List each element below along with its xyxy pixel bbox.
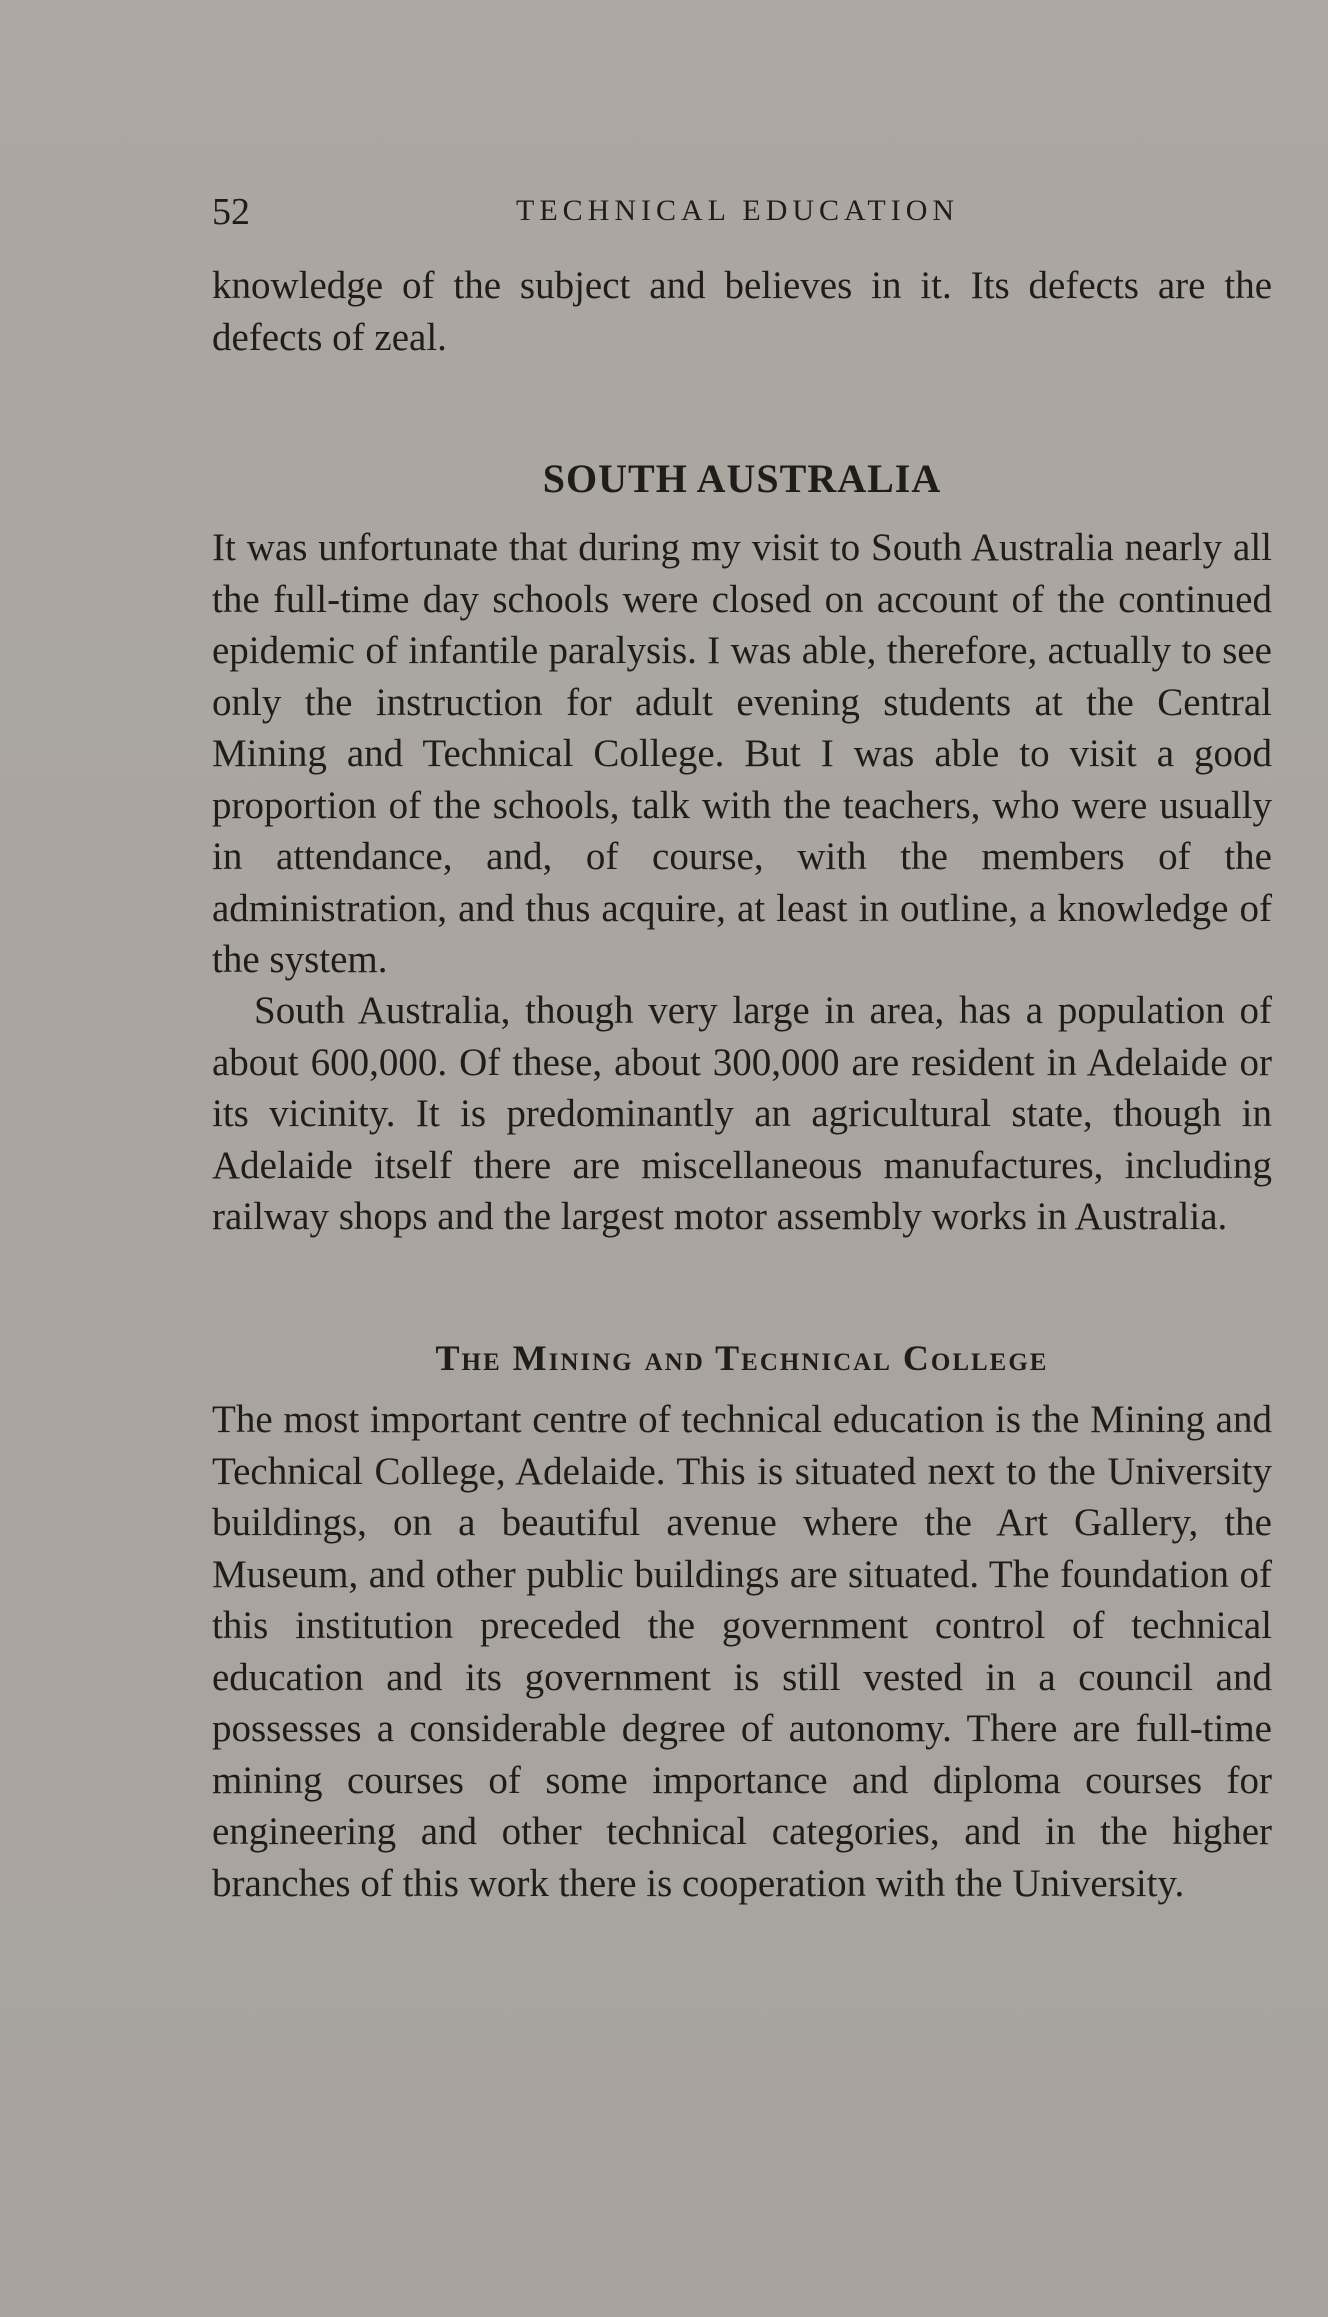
subsection-heading: The Mining and Technical College [435,1338,1049,1378]
page-number: 52 [212,191,250,233]
running-head [212,190,1272,234]
section-paragraph-2: South Australia, though very large in area, has a population of about 600,000. Of these, about 300,000 are resident in Adelaide or its vicinity. It is predominantly an agricultural state, though in Adelaide itself there are miscellaneous manufactures, including railway shops and the largest motor assembly works in Australia. [212,989,1272,1238]
section-paragraph-1: It was unfortunate that during my visit to South Australia nearly all the full-time day schools were closed on account of the continued epidemic of infantile paralysis. I was able, therefore, actually to see only the instruction for adult evening students at the Central Mining and Technical College. But I was able to visit a good proportion of the schools, talk with the teachers, who were usually in attendance, and, of course, with the members of the administration, and thus acquire, at least in outline, a knowledge of the system. [212,526,1272,981]
running-title: TECHNICAL EDUCATION [516,194,960,227]
continuation-paragraph: knowledge of the subject and believes in it. Its defects are the defects of zeal. [212,264,1272,359]
section-heading: SOUTH AUSTRALIA [542,456,942,501]
subsection-paragraph: The most important centre of technical education is the Mining and Technical College, Adelaide. This is situated next to the University buildings, on a beautiful avenue where the Art Gallery, the Museum, and other public buildings are situated. The foundation of this institution preceded the government control of technical education and its government is still vested in a council and possesses a considerable degree of autonomy. There are full-time mining courses of some importance and diploma courses for engineering and other technical categories, and in the higher branches of this work there is cooperation with the University. [212,1398,1272,1905]
